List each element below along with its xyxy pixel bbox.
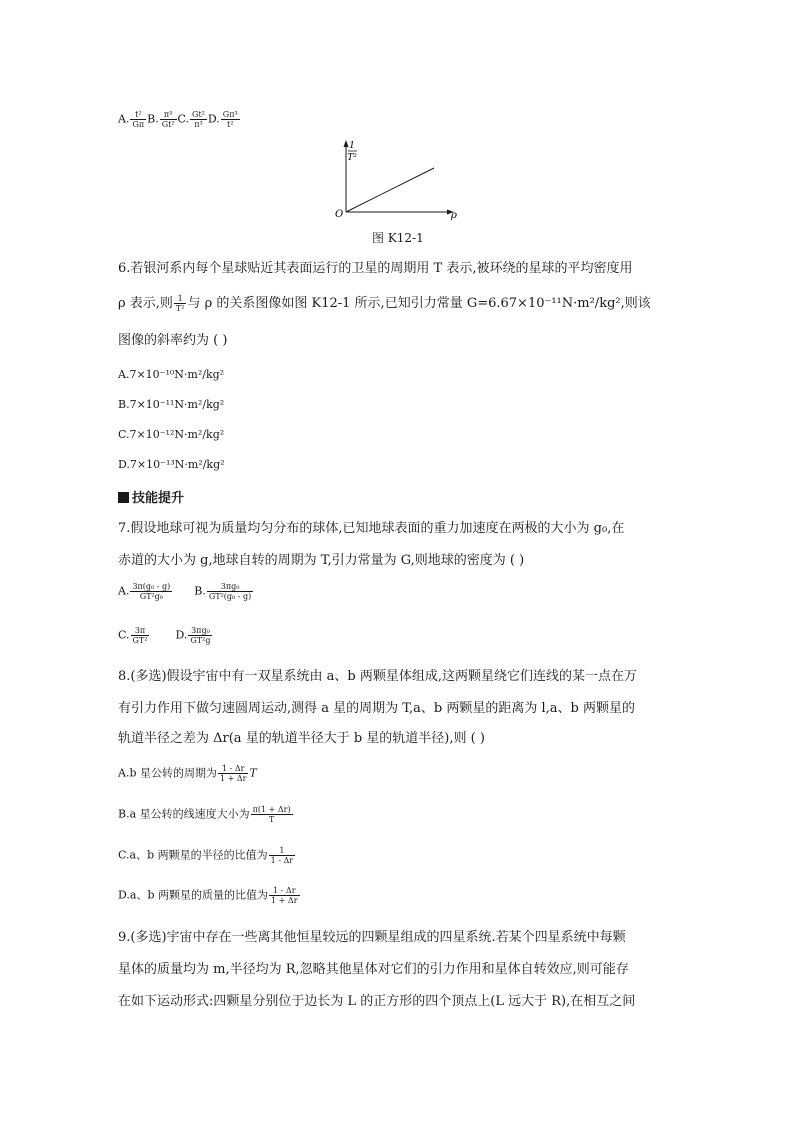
q8-line-1: 8.(多选)假设宇宙中有一双星系统由 a、b 两颗星体组成,这两颗星绕它们连线的某一点在万 bbox=[118, 669, 638, 684]
q8-option-a-text: A.b 星公转的周期为 bbox=[118, 766, 217, 780]
figure-k12-1 bbox=[330, 138, 465, 222]
q5-options bbox=[118, 110, 241, 129]
q6-line-3: 图像的斜率约为 ( ) bbox=[118, 333, 228, 348]
q7-line-1: 7.假设地球可视为质量均匀分布的球体,已知地球表面的重力加速度在两极的大小为 g₀,在 bbox=[118, 521, 625, 536]
section-title: 技能提升 bbox=[132, 491, 185, 506]
q7-option-a-fraction bbox=[130, 582, 172, 601]
q7-options-row-2 bbox=[118, 626, 213, 645]
q8-option-d-text: D.a、b 两颗星的质量的比值为 bbox=[118, 888, 269, 902]
section-heading bbox=[118, 487, 184, 506]
q6-line-1: 6.若银河系内每个星球贴近其表面运行的卫星的周期用 T 表示,被环绕的星球的平均密度用 bbox=[118, 261, 633, 276]
y-axis-arrow-icon bbox=[344, 140, 349, 147]
fraction-denominator: t² bbox=[227, 120, 234, 129]
q6-option-b: B.7×10⁻¹¹N·m²/kg² bbox=[118, 398, 225, 411]
origin-label: O bbox=[335, 209, 344, 220]
y-label-numerator: 1 bbox=[349, 141, 355, 151]
q5-option-d-label: D. bbox=[207, 112, 220, 126]
fraction-denominator: Gt² bbox=[161, 120, 175, 129]
q8-option-c-fraction bbox=[269, 846, 295, 865]
fraction-denominator: 1 - Δr bbox=[270, 856, 294, 865]
q8-option-c-text: C.a、b 两颗星的半径的比值为 bbox=[118, 848, 268, 862]
q7-option-c-fraction bbox=[131, 626, 150, 645]
fraction-numerator: 3π bbox=[131, 626, 150, 636]
q5-option-d-fraction bbox=[221, 110, 240, 129]
q8-line-3: 轨道半径之差为 Δr(a 星的轨道半径大于 b 星的轨道半径),则 ( ) bbox=[118, 731, 485, 746]
fraction-numerator: 1 bbox=[269, 846, 295, 856]
q7-line-2: 赤道的大小为 g,地球自转的周期为 T,引力常量为 G,则地球的密度为 ( ) bbox=[118, 553, 525, 568]
fraction-denominator: GT²g₀ bbox=[139, 592, 163, 601]
fraction-numerator: 1 - Δr bbox=[218, 764, 248, 774]
q6-line-2-part-a: ρ 表示,则 bbox=[118, 296, 173, 311]
q5-option-b-fraction bbox=[160, 110, 177, 129]
fraction-denominator: T² bbox=[175, 304, 185, 313]
q8-line-2: 有引力作用下做匀速圆周运动,测得 a 星的周期为 T,a、b 两颗星的距离为 l,a、b 两颗星的 bbox=[118, 701, 636, 716]
q8-option-d-fraction bbox=[269, 886, 299, 905]
q7-option-c-label: C. bbox=[118, 628, 130, 642]
q6-option-c: C.7×10⁻¹²N·m²/kg² bbox=[118, 428, 225, 441]
q7-option-d-label: D. bbox=[175, 628, 188, 642]
figure-caption: 图 K12-1 bbox=[372, 231, 424, 245]
q8-option-a-fraction bbox=[218, 764, 248, 783]
fraction-denominator: Gπ bbox=[132, 120, 145, 129]
fraction-numerator: 3π(g₀ - g) bbox=[132, 582, 171, 591]
q5-option-c-fraction bbox=[190, 110, 207, 129]
q5-option-b-label: B. bbox=[147, 112, 159, 126]
fraction-denominator: 1 + Δr bbox=[219, 774, 247, 783]
x-label: ρ bbox=[451, 210, 457, 221]
q9-line-3: 在如下运动形式:四颗星分别位于边长为 L 的正方形的四个顶点上(L 远大于 R),在相互之间 bbox=[118, 994, 636, 1009]
fraction-denominator: 1 + Δr bbox=[271, 896, 298, 905]
q9-line-1: 9.(多选)宇宙中存在一些离其他恒星较远的四颗星组成的四星系统.若某个四星系统中每颗 bbox=[118, 930, 626, 945]
fraction-denominator: GT² bbox=[132, 636, 148, 645]
fraction-numerator: 1 - Δr bbox=[269, 886, 299, 896]
q6-option-d: D.7×10⁻¹³N·m²/kg² bbox=[118, 458, 225, 471]
fraction-denominator: π³ bbox=[194, 120, 203, 129]
q8-option-c bbox=[118, 846, 296, 865]
fraction-numerator: 3πg₀ bbox=[207, 582, 253, 592]
black-square-icon bbox=[118, 492, 129, 503]
q6-inline-fraction bbox=[174, 294, 187, 313]
fraction-numerator: Gπ³ bbox=[222, 110, 238, 119]
q5-option-a-fraction bbox=[130, 110, 146, 129]
q9-line-2: 星体的质量均为 m,半径均为 R,忽略其他星体对它们的引力作用和星体自转效应,则可能存 bbox=[118, 962, 629, 977]
fraction-denominator: T bbox=[268, 815, 275, 824]
q6-line-2-part-b: 与 ρ 的关系图像如图 K12-1 所示,已知引力常量 G=6.67×10⁻¹¹N·m²/kg²,则该 bbox=[187, 296, 651, 311]
q5-option-a-label: A. bbox=[118, 112, 130, 126]
q6-line-2 bbox=[118, 294, 651, 314]
graph-line bbox=[346, 168, 434, 212]
q7-option-a-label: A. bbox=[118, 584, 130, 598]
fraction-numerator: 3πg₀ bbox=[188, 626, 212, 636]
fraction-denominator: GT²(g₀ - g) bbox=[208, 592, 252, 601]
q7-options-row-1 bbox=[118, 582, 254, 601]
fraction-numerator: π(1 + Δr) bbox=[252, 805, 291, 814]
q8-option-a-tail: T bbox=[249, 766, 257, 780]
q7-option-b-label: B. bbox=[194, 584, 206, 598]
q8-option-b-text: B.a 星公转的线速度大小为 bbox=[118, 807, 250, 821]
q7-option-b-fraction bbox=[207, 582, 253, 601]
q8-option-a bbox=[118, 764, 257, 783]
q8-option-b bbox=[118, 805, 294, 824]
fraction-numerator: Gt² bbox=[192, 110, 205, 119]
q7-option-d-fraction bbox=[188, 626, 212, 645]
y-label-denominator: T² bbox=[347, 153, 357, 163]
q6-option-a: A.7×10⁻¹⁰N·m²/kg² bbox=[118, 368, 225, 381]
fraction-numerator: 1 bbox=[174, 294, 187, 304]
q8-option-b-fraction bbox=[251, 805, 293, 824]
fraction-numerator: π³ bbox=[160, 110, 177, 120]
q8-option-d bbox=[118, 886, 301, 905]
q5-option-c-label: C. bbox=[177, 112, 190, 126]
fraction-numerator: t² bbox=[130, 110, 146, 120]
fraction-denominator: GT²g bbox=[190, 636, 211, 645]
